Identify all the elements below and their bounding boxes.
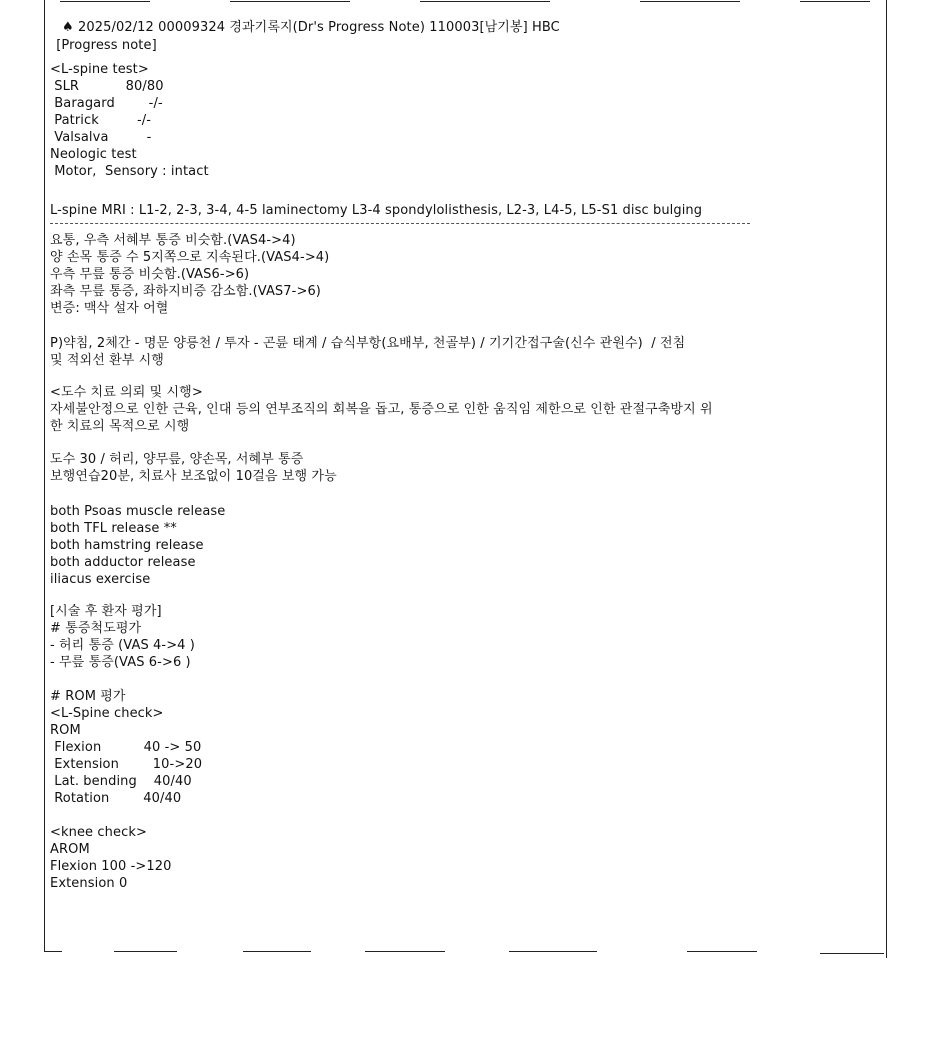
text-line: 변증: 맥삭 설자 어혈 [50, 301, 169, 316]
text-line: Neologic test [50, 147, 137, 162]
section-heading: <knee check> [50, 825, 147, 840]
text-line: # 통증척도평가 [50, 621, 142, 636]
text-line: P)약침, 2체간 - 명문 양릉천 / 투자 - 곤륜 태계 / 습식부항(요배부, 천골부) / 기기간접구술(신수 관원수) / 전침 [50, 336, 686, 351]
section-heading: [Progress note] [52, 38, 157, 53]
text-line: both TFL release ** [50, 521, 177, 536]
text-line: 및 적외선 환부 시행 [50, 353, 164, 368]
page-right-border [886, 0, 887, 958]
dashed-separator [50, 223, 750, 224]
bottom-edge-dash [687, 951, 757, 952]
page-left-border [44, 0, 45, 952]
text-line: both Psoas muscle release [50, 504, 226, 519]
bottom-edge-dash [114, 951, 177, 952]
top-edge-dash [640, 1, 740, 2]
text-line: 자세불안정으로 인한 근육, 인대 등의 연부조직의 회복을 돕고, 통증으로 인한 움직임 제한으로 인한 관절구축방지 위 [50, 402, 713, 417]
text-line: Flexion 40 -> 50 [50, 740, 202, 755]
section-heading: [시술 후 환자 평가] [50, 604, 162, 619]
text-line: 좌측 무릎 통증, 좌하지비증 감소함.(VAS7->6) [50, 284, 321, 299]
top-edge-dash [420, 1, 550, 2]
text-line: Extension 10->20 [50, 757, 203, 772]
bottom-edge-dash [365, 951, 445, 952]
text-line: both hamstring release [50, 538, 204, 553]
text-line: Flexion 100 ->120 [50, 859, 172, 874]
text-line: Baragard -/- [50, 96, 163, 111]
text-line: # ROM 평가 [50, 689, 126, 704]
text-line: - 허리 통증 (VAS 4->4 ) [50, 638, 195, 653]
text-line: 도수 30 / 허리, 양무릎, 양손목, 서혜부 통증 [50, 452, 304, 467]
text-line: both adductor release [50, 555, 196, 570]
note-header: ♠ 2025/02/12 00009324 경과기록지(Dr's Progress Note) 110003[남기봉] HBC [62, 20, 560, 35]
bottom-edge-dash [243, 951, 311, 952]
text-line: Valsalva - [50, 130, 152, 145]
text-line: iliacus exercise [50, 572, 151, 587]
section-heading: <L-Spine check> [50, 706, 164, 721]
text-line: Motor, Sensory : intact [50, 164, 209, 179]
text-line: L-spine MRI : L1-2, 2-3, 3-4, 4-5 laminectomy L3-4 spondylolisthesis, L2-3, L4-5, L5-S1 disc bulging [50, 203, 703, 218]
text-line: AROM [50, 842, 90, 857]
top-edge-dash [800, 1, 870, 2]
section-heading: <L-spine test> [50, 62, 149, 77]
text-line: 우측 무릎 통증 비슷함.(VAS6->6) [50, 267, 250, 282]
text-line: ROM [50, 723, 81, 738]
text-line: 보행연습20분, 치료사 보조없이 10걸음 보행 가능 [50, 469, 337, 484]
bottom-edge-dash [820, 953, 884, 954]
top-edge-dash [60, 1, 150, 2]
text-line: Patrick -/- [50, 113, 152, 128]
text-line: 요통, 우측 서혜부 통증 비슷함.(VAS4->4) [50, 233, 296, 248]
text-line: - 무릎 통증(VAS 6->6 ) [50, 655, 191, 670]
top-edge-dash [230, 1, 350, 2]
text-line: Lat. bending 40/40 [50, 774, 192, 789]
section-heading: <도수 치료 의뢰 및 시행> [50, 385, 203, 400]
text-line: Extension 0 [50, 876, 128, 891]
bottom-edge-dash [509, 951, 597, 952]
text-line: Rotation 40/40 [50, 791, 182, 806]
text-line: 한 치료의 목적으로 시행 [50, 419, 190, 434]
text-line: SLR 80/80 [50, 79, 164, 94]
bottom-edge-dash [44, 951, 62, 952]
text-line: 양 손목 통증 수 5지쪽으로 지속된다.(VAS4->4) [50, 250, 330, 265]
